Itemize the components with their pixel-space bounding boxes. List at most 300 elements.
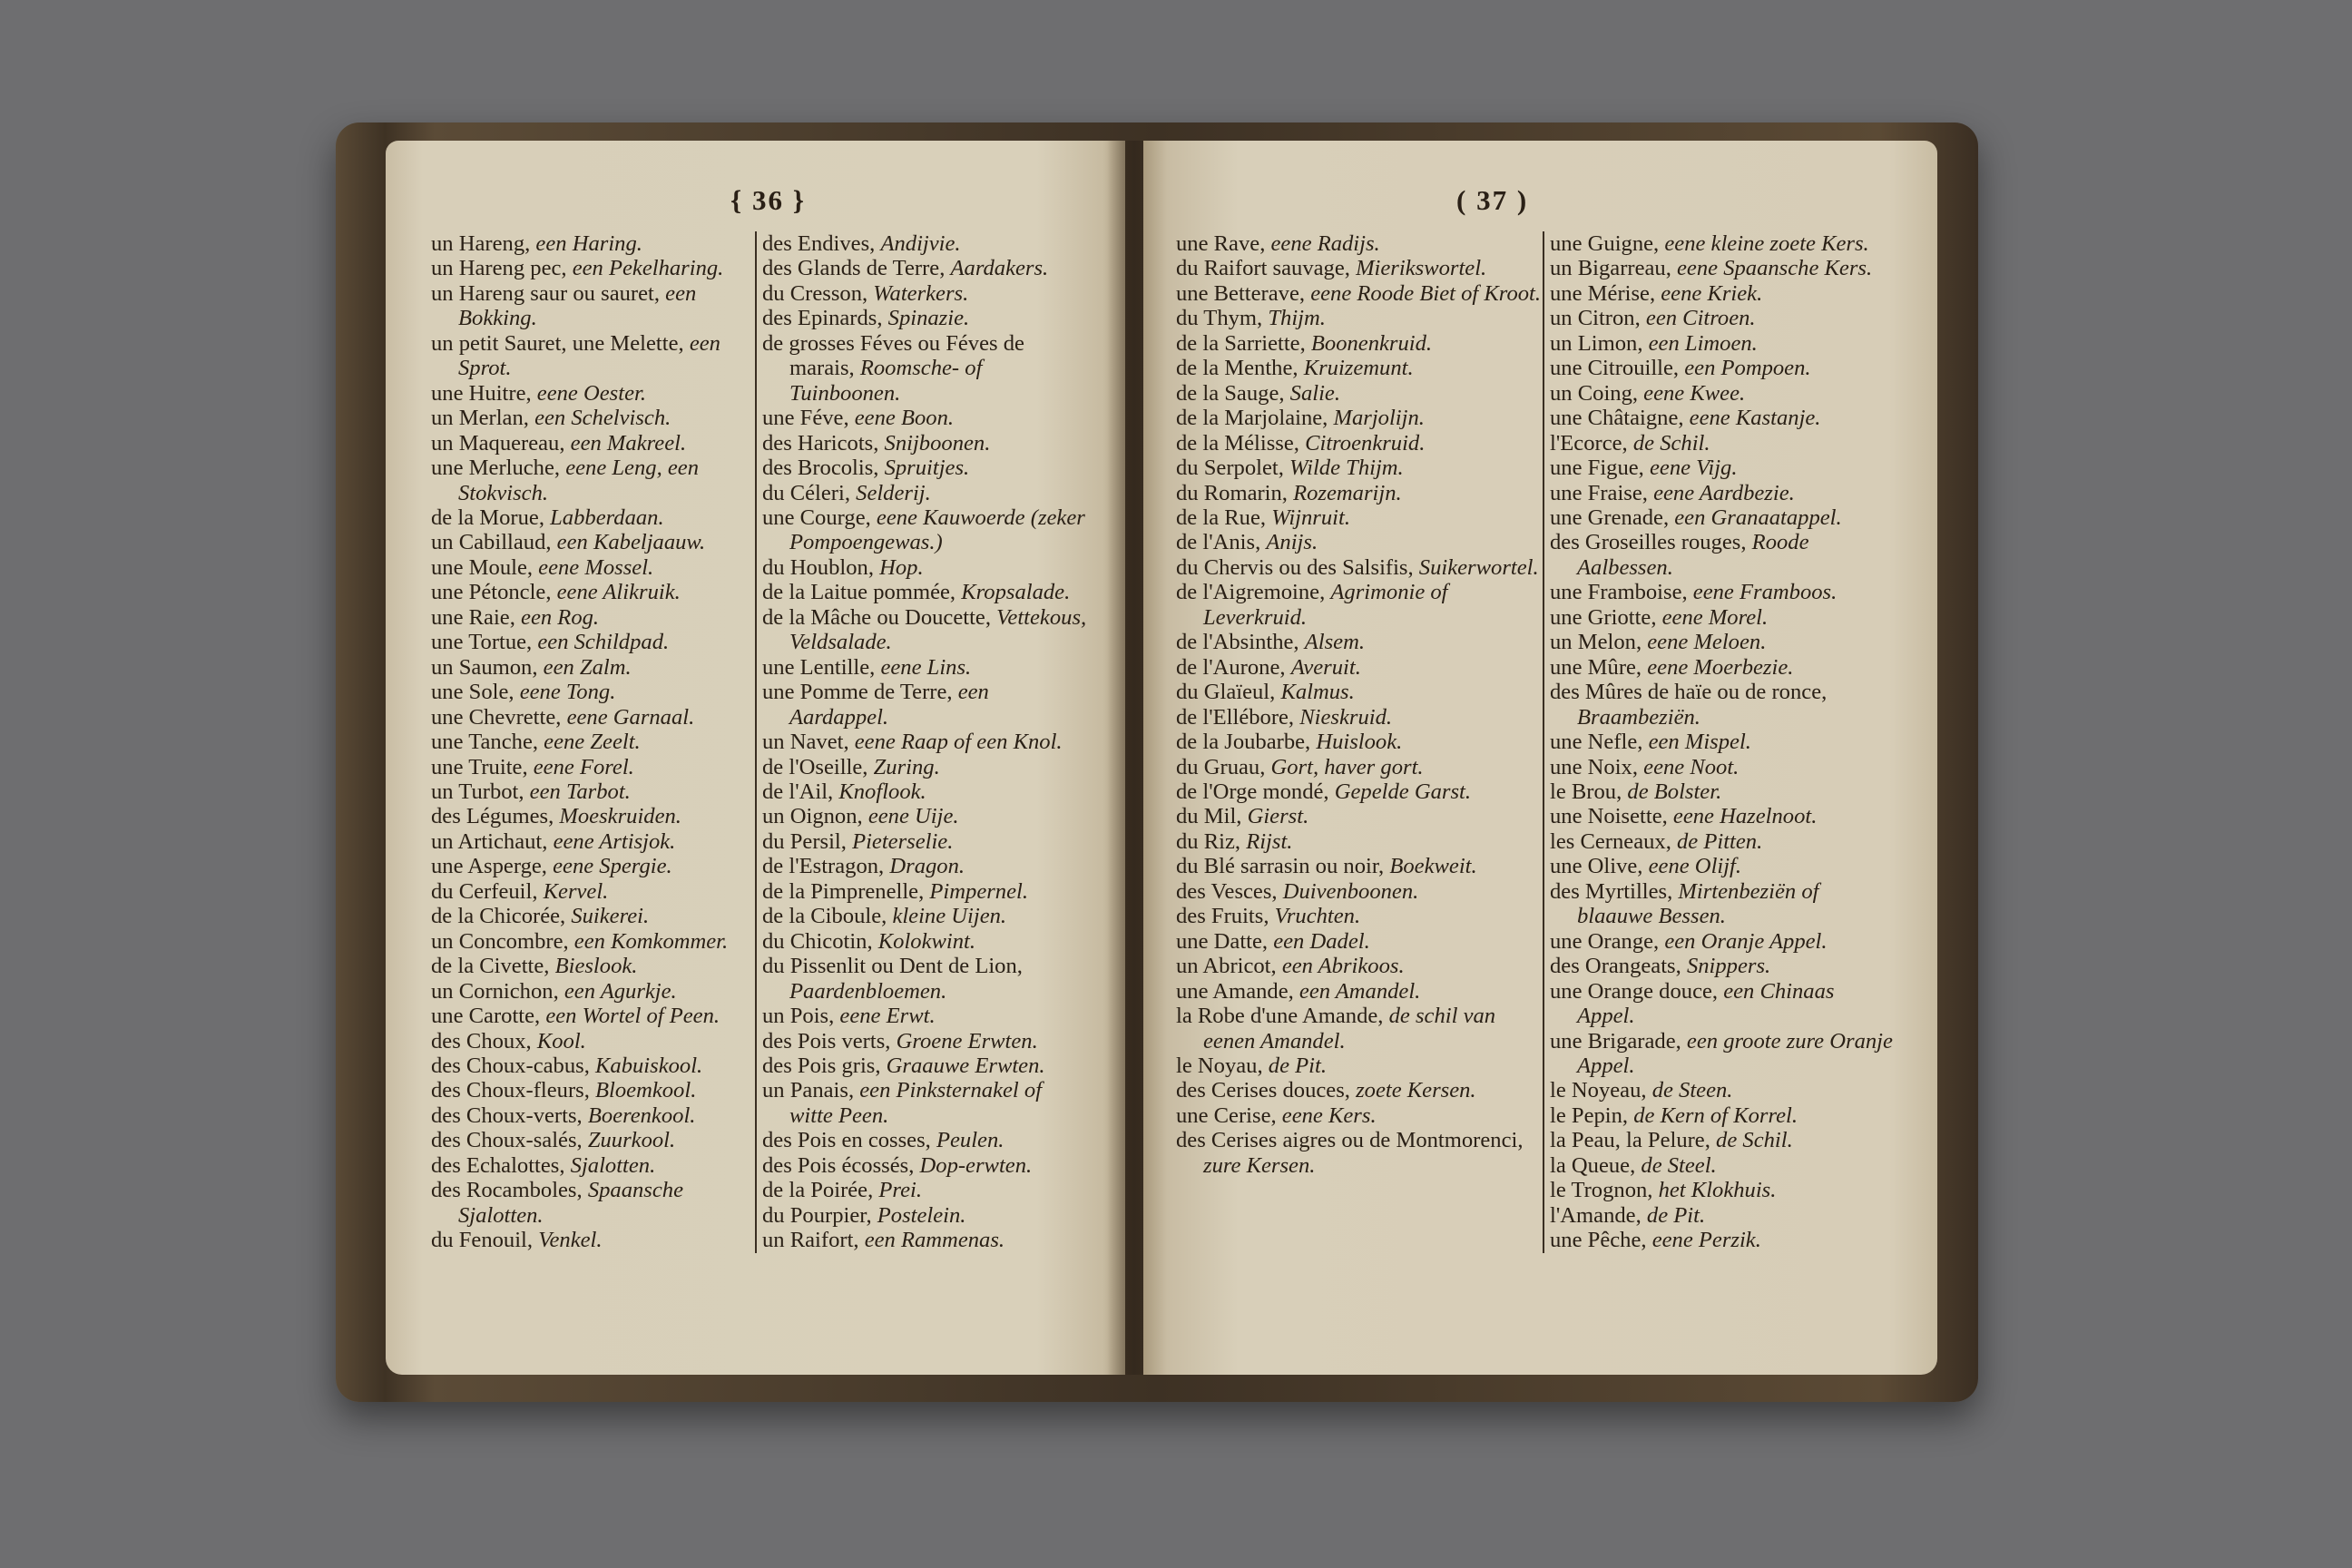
- dutch-translation: Roomsche- of Tuinboonen.: [789, 356, 983, 406]
- dutch-translation: Duivenboonen.: [1282, 878, 1419, 904]
- dutch-translation: Postelein.: [877, 1202, 966, 1228]
- french-term: du Persil,: [762, 828, 853, 854]
- french-term: un petit Sauret, une Melette,: [431, 330, 690, 356]
- french-term: une Huitre,: [431, 380, 537, 406]
- french-term: du Riz,: [1176, 828, 1247, 854]
- dutch-translation: een Wortel of Peen.: [545, 1004, 720, 1029]
- dictionary-entry: [762, 854, 1089, 878]
- french-term: de l'Orge mondé,: [1176, 779, 1335, 804]
- dutch-translation: eene Spaansche Kers.: [1677, 256, 1873, 281]
- dictionary-entry: [1550, 1029, 1895, 1079]
- dictionary-entry: [762, 1004, 1089, 1028]
- dutch-translation: Wilde Thijm.: [1289, 456, 1404, 481]
- dutch-translation: een Kabeljaauw.: [556, 530, 706, 555]
- dutch-translation: Dragon.: [889, 854, 965, 879]
- french-term: une Asperge,: [431, 854, 554, 879]
- dictionary-entry: [431, 231, 753, 256]
- french-term: de l'Ail,: [762, 779, 839, 804]
- dutch-translation: een Sprot.: [458, 330, 720, 381]
- dictionary-entry: [762, 555, 1089, 580]
- french-term: les Cerneaux,: [1550, 828, 1677, 854]
- french-term: de la Ciboule,: [762, 904, 893, 929]
- french-term: du Chervis ou des Salsifis,: [1176, 554, 1419, 580]
- entry-column: [1176, 231, 1548, 1178]
- dictionary-entry: [762, 406, 1089, 430]
- dictionary-entry: [762, 954, 1089, 1004]
- dutch-translation: Zuurkool.: [587, 1128, 676, 1153]
- french-term: une Pétoncle,: [431, 580, 557, 605]
- dutch-translation: eene Kauwoerde (zeker Pompoengewas.): [789, 505, 1085, 555]
- french-term: une Mérise,: [1550, 280, 1661, 306]
- french-term: une Chevrette,: [431, 704, 567, 730]
- french-term: la Peau, la Pelure,: [1550, 1128, 1717, 1153]
- french-term: du Chicotin,: [762, 928, 878, 954]
- dutch-translation: de Kern of Korrel.: [1633, 1102, 1798, 1128]
- dictionary-entry: [762, 281, 1089, 306]
- dictionary-entry: [431, 904, 753, 928]
- dutch-translation: eene Hazelnoot.: [1672, 804, 1818, 829]
- french-term: des Légumes,: [431, 804, 560, 829]
- dictionary-entry: [1176, 505, 1548, 530]
- dictionary-entry: [1550, 381, 1895, 406]
- french-term: de la Civette,: [431, 954, 555, 979]
- dictionary-entry: [1550, 804, 1895, 828]
- french-term: de la Menthe,: [1176, 356, 1304, 381]
- french-term: le Brou,: [1550, 779, 1628, 804]
- dutch-translation: Aardakers.: [950, 256, 1049, 281]
- dictionary-entry: [431, 1178, 753, 1228]
- french-term: une Tortue,: [431, 630, 538, 655]
- french-term: la Robe d'une Amande,: [1176, 1004, 1389, 1029]
- dictionary-entry: [1176, 406, 1548, 430]
- dutch-translation: Venkel.: [538, 1228, 603, 1253]
- dutch-translation: eene Erwt.: [839, 1004, 936, 1029]
- dictionary-entry: [431, 555, 753, 580]
- french-term: l'Ecorce,: [1550, 430, 1633, 456]
- dictionary-entry: [1176, 1078, 1548, 1102]
- french-term: des Rocamboles,: [431, 1178, 588, 1203]
- dutch-translation: Rijst.: [1246, 828, 1293, 854]
- dutch-translation: Roode Aalbessen.: [1577, 530, 1809, 580]
- dictionary-entry: [431, 381, 753, 406]
- dutch-translation: de Pit.: [1268, 1053, 1327, 1078]
- dictionary-entry: [762, 829, 1089, 854]
- dictionary-entry: [1550, 456, 1895, 480]
- french-term: un Abricot,: [1176, 954, 1282, 979]
- french-term: une Framboise,: [1550, 580, 1693, 605]
- dutch-translation: Wijnruit.: [1271, 505, 1350, 530]
- french-term: une Cerise,: [1176, 1102, 1282, 1128]
- dutch-translation: Groene Erwten.: [896, 1028, 1038, 1054]
- dictionary-entry: [1550, 481, 1895, 505]
- dictionary-entry: [431, 730, 753, 754]
- dutch-translation: Dop-erwten.: [919, 1152, 1033, 1178]
- french-term: des Mûres de haïe ou de ronce,: [1550, 680, 1828, 705]
- dutch-translation: Vruchten.: [1274, 904, 1361, 929]
- french-term: du Cerfeuil,: [431, 878, 544, 904]
- dictionary-entry: [1550, 281, 1895, 306]
- dutch-translation: een Dadel.: [1273, 928, 1370, 954]
- french-term: une Rave,: [1176, 231, 1271, 256]
- dictionary-entry: [762, 1029, 1089, 1054]
- dutch-translation: Prei.: [878, 1178, 922, 1203]
- french-term: un Artichaut,: [431, 828, 554, 854]
- dictionary-entry: [762, 1128, 1089, 1152]
- dictionary-entry: [1176, 530, 1548, 554]
- dictionary-entry: [431, 456, 753, 505]
- french-term: des Haricots,: [762, 430, 885, 456]
- dutch-translation: eene Spergie.: [553, 854, 672, 879]
- dictionary-entry: [1550, 1153, 1895, 1178]
- dutch-translation: Suikerwortel.: [1418, 554, 1539, 580]
- dutch-translation: eene Morel.: [1661, 604, 1769, 630]
- dutch-translation: eene Alikruik.: [556, 580, 681, 605]
- dictionary-entry: [762, 306, 1089, 330]
- dictionary-entry: [762, 1228, 1089, 1252]
- dictionary-entry: [762, 804, 1089, 828]
- french-term: des Endives,: [762, 231, 881, 256]
- french-term: une Tanche,: [431, 730, 544, 755]
- french-term: du Serpolet,: [1176, 456, 1289, 481]
- dutch-translation: Citroenkruid.: [1305, 430, 1426, 456]
- dutch-translation: Salie.: [1289, 380, 1340, 406]
- dutch-translation: Sjalotten.: [570, 1152, 656, 1178]
- french-term: un Coing,: [1550, 380, 1644, 406]
- dutch-translation: Marjolijn.: [1333, 406, 1425, 431]
- french-term: une Griotte,: [1550, 604, 1662, 630]
- french-term: une Amande,: [1176, 978, 1299, 1004]
- dutch-translation: eene Meloen.: [1647, 630, 1767, 655]
- french-term: une Orange,: [1550, 928, 1665, 954]
- dutch-translation: eene Uije.: [867, 804, 959, 829]
- dutch-translation: een Rammenas.: [864, 1228, 1005, 1253]
- french-term: un Limon,: [1550, 330, 1649, 356]
- dictionary-entry: [1176, 1054, 1548, 1078]
- french-term: de la Sauge,: [1176, 380, 1290, 406]
- dictionary-entry: [431, 1004, 753, 1028]
- dutch-translation: eene Moerbezie.: [1647, 654, 1794, 680]
- french-term: un Raifort,: [762, 1228, 865, 1253]
- french-term: une Féve,: [762, 406, 855, 431]
- dictionary-entry: [431, 406, 753, 430]
- french-term: une Betterave,: [1176, 280, 1311, 306]
- dutch-translation: Spinazie.: [887, 306, 970, 331]
- dutch-translation: een Pompoen.: [1684, 356, 1811, 381]
- dictionary-entry: [1550, 730, 1895, 754]
- dutch-translation: Peulen.: [936, 1128, 1004, 1153]
- dutch-translation: Averuit.: [1290, 654, 1361, 680]
- dutch-translation: eene Noot.: [1643, 754, 1740, 779]
- french-term: des Orangeats,: [1550, 954, 1687, 979]
- dictionary-entry: [1176, 705, 1548, 730]
- dutch-translation: de Bolster.: [1627, 779, 1722, 804]
- dictionary-entry: [1176, 580, 1548, 630]
- dutch-translation: een Abrikoos.: [1281, 954, 1405, 979]
- dutch-translation: eene Kastanje.: [1689, 406, 1821, 431]
- dictionary-entry: [1550, 854, 1895, 878]
- french-term: de la Rue,: [1176, 505, 1272, 530]
- dutch-translation: Kalmus.: [1280, 680, 1355, 705]
- french-term: une Truite,: [431, 754, 534, 779]
- dictionary-entry: [1550, 1228, 1895, 1252]
- dutch-translation: eene Forel.: [533, 754, 634, 779]
- french-term: de l'Aurone,: [1176, 654, 1291, 680]
- dutch-translation: eene Lins.: [880, 654, 972, 680]
- dictionary-entry: [1550, 1128, 1895, 1152]
- french-term: une Fraise,: [1550, 480, 1654, 505]
- french-term: du Gruau,: [1176, 754, 1271, 779]
- dutch-translation: eene Mossel.: [538, 554, 654, 580]
- dutch-translation: Moeskruiden.: [559, 804, 681, 829]
- french-term: du Thym,: [1176, 306, 1269, 331]
- french-term: des Pois gris,: [762, 1053, 887, 1078]
- french-term: un Saumon,: [431, 654, 544, 680]
- dictionary-entry: [762, 1078, 1089, 1128]
- dictionary-entry: [1176, 879, 1548, 904]
- dictionary-entry: [1550, 505, 1895, 530]
- french-term: un Bigarreau,: [1550, 256, 1677, 281]
- dutch-translation: een Makreel.: [570, 430, 687, 456]
- french-term: le Trognon,: [1550, 1178, 1659, 1203]
- dictionary-entry: [1550, 979, 1895, 1029]
- french-term: de la Morue,: [431, 505, 551, 530]
- dutch-translation: een Bokking.: [458, 280, 697, 331]
- french-term: des Myrtilles,: [1550, 878, 1679, 904]
- french-term: une Châtaigne,: [1550, 406, 1690, 431]
- dictionary-entry: [1550, 1178, 1895, 1202]
- dutch-translation: Pimpernel.: [929, 878, 1029, 904]
- dictionary-entry: [762, 1153, 1089, 1178]
- dutch-translation: eene Radijs.: [1270, 231, 1380, 256]
- french-term: une Pêche,: [1550, 1228, 1652, 1253]
- dutch-translation: eene Kriek.: [1661, 280, 1763, 306]
- french-term: l'Amande,: [1550, 1202, 1647, 1228]
- dictionary-entry: [431, 854, 753, 878]
- dutch-translation: Boekweit.: [1389, 854, 1477, 879]
- dutch-translation: een Zalm.: [543, 654, 632, 680]
- left-page: [386, 141, 1125, 1375]
- dictionary-entry: [1176, 555, 1548, 580]
- dictionary-entry: [1550, 406, 1895, 430]
- dictionary-entry: [1550, 929, 1895, 954]
- french-term: du Céleri,: [762, 480, 857, 505]
- dictionary-entry: [1550, 431, 1895, 456]
- french-term: des Cerises aigres ou de Montmorenci,: [1176, 1128, 1524, 1153]
- dictionary-entry: [1550, 1203, 1895, 1228]
- dictionary-entry: [1176, 755, 1548, 779]
- french-term: une Pomme de Terre,: [762, 680, 958, 705]
- french-term: la Queue,: [1550, 1152, 1642, 1178]
- dictionary-entry: [431, 979, 753, 1004]
- french-term: un Panais,: [762, 1078, 860, 1103]
- french-term: de la Chicorée,: [431, 904, 572, 929]
- dutch-translation: een Rog.: [521, 604, 600, 630]
- french-term: de la Poirée,: [762, 1178, 879, 1203]
- french-term: un Hareng saur ou sauret,: [431, 280, 666, 306]
- dutch-translation: Boonenkruid.: [1310, 330, 1433, 356]
- dutch-translation: eene Olijf.: [1648, 854, 1742, 879]
- dutch-translation: de Steel.: [1641, 1152, 1717, 1178]
- dictionary-entry: [762, 929, 1089, 954]
- french-term: une Mûre,: [1550, 654, 1648, 680]
- dutch-translation: Rozemarijn.: [1293, 480, 1402, 505]
- french-term: des Pois écossés,: [762, 1152, 920, 1178]
- dutch-translation: Hop.: [879, 554, 924, 580]
- french-term: un Concombre,: [431, 928, 574, 954]
- dutch-translation: Gierst.: [1247, 804, 1309, 829]
- french-term: des Pois en cosses,: [762, 1128, 936, 1153]
- french-term: du Houblon,: [762, 554, 880, 580]
- dictionary-entry: [431, 431, 753, 456]
- french-term: une Nefle,: [1550, 730, 1649, 755]
- dictionary-entry: [1176, 630, 1548, 654]
- french-term: un Hareng,: [431, 231, 536, 256]
- dictionary-entry: [762, 580, 1089, 604]
- french-term: une Grenade,: [1550, 505, 1675, 530]
- french-term: des Choux,: [431, 1028, 537, 1054]
- dictionary-entry: [1176, 829, 1548, 854]
- dutch-translation: de Schil.: [1716, 1128, 1793, 1153]
- french-term: de la Joubarbe,: [1176, 730, 1317, 755]
- dictionary-entry: [1550, 231, 1895, 256]
- french-term: des Choux-verts,: [431, 1102, 588, 1128]
- dictionary-entry: [1550, 755, 1895, 779]
- dutch-translation: de Pitten.: [1677, 828, 1763, 854]
- dutch-translation: Kool.: [536, 1028, 586, 1054]
- dutch-translation: Labberdaan.: [550, 505, 664, 530]
- dutch-translation: een groote zure Oranje Appel.: [1577, 1028, 1893, 1078]
- dictionary-entry: [431, 530, 753, 554]
- french-term: une Brigarade,: [1550, 1028, 1687, 1054]
- french-term: de l'Anis,: [1176, 530, 1267, 555]
- french-term: des Brocolis,: [762, 456, 885, 481]
- dictionary-entry: [1176, 331, 1548, 356]
- dutch-translation: een Pekelharing.: [572, 256, 724, 281]
- french-term: une Datte,: [1176, 928, 1274, 954]
- dictionary-entry: [1550, 306, 1895, 330]
- dutch-translation: Boerenkool.: [587, 1102, 696, 1128]
- french-term: un Hareng pec,: [431, 256, 573, 281]
- french-term: un Merlan,: [431, 406, 535, 431]
- dictionary-entry: [762, 331, 1089, 406]
- dutch-translation: eene Tong.: [519, 680, 616, 705]
- french-term: un Maquereau,: [431, 430, 571, 456]
- dutch-translation: een Chinaas Appel.: [1577, 978, 1835, 1029]
- dictionary-entry: [431, 1029, 753, 1054]
- french-term: des Choux-fleurs,: [431, 1078, 596, 1103]
- dutch-translation: zure Kersen.: [1203, 1152, 1316, 1178]
- french-term: du Glaïeul,: [1176, 680, 1281, 705]
- dutch-translation: eene Leng, een Stokvisch.: [458, 456, 699, 505]
- dictionary-entry: [762, 231, 1089, 256]
- french-term: de l'Aigremoine,: [1176, 580, 1331, 605]
- dutch-translation: een Schelvisch.: [534, 406, 671, 431]
- dutch-translation: Braambeziën.: [1577, 704, 1700, 730]
- dictionary-entry: [1176, 954, 1548, 978]
- dutch-translation: een Tarbot.: [529, 779, 631, 804]
- dictionary-entry: [1176, 456, 1548, 480]
- entry-column: [755, 231, 1089, 1253]
- french-term: des Epinards,: [762, 306, 888, 331]
- dictionary-entry: [431, 779, 753, 804]
- dictionary-entry: [1550, 605, 1895, 630]
- dutch-translation: Kervel.: [543, 878, 609, 904]
- dictionary-entry: [762, 1054, 1089, 1078]
- open-book: [336, 122, 1978, 1402]
- french-term: le Noyeau,: [1550, 1078, 1652, 1103]
- french-term: une Noisette,: [1550, 804, 1673, 829]
- french-term: un Melon,: [1550, 630, 1648, 655]
- dutch-translation: eene kleine zoete Kers.: [1664, 231, 1869, 256]
- french-term: une Merluche,: [431, 456, 566, 481]
- dutch-translation: Zuring.: [873, 754, 940, 779]
- dictionary-entry: [431, 929, 753, 954]
- french-term: une Figue,: [1550, 456, 1650, 481]
- right-page: [1143, 141, 1937, 1375]
- french-term: des Choux-salés,: [431, 1128, 588, 1153]
- dictionary-entry: [1550, 779, 1895, 804]
- dutch-translation: Mierikswortel.: [1356, 256, 1487, 281]
- dutch-translation: de Pit.: [1646, 1202, 1706, 1228]
- dutch-translation: eene Kers.: [1281, 1102, 1377, 1128]
- french-term: un Oignon,: [762, 804, 868, 829]
- french-term: des Groseilles rouges,: [1550, 530, 1752, 555]
- dictionary-entry: [762, 879, 1089, 904]
- dutch-translation: het Klokhuis.: [1658, 1178, 1777, 1203]
- french-term: des Vesces,: [1176, 878, 1283, 904]
- dictionary-entry: [1176, 929, 1548, 954]
- dictionary-entry: [1550, 954, 1895, 978]
- dictionary-entry: [431, 580, 753, 604]
- dictionary-entry: [431, 655, 753, 680]
- dictionary-entry: [431, 1153, 753, 1178]
- dutch-translation: Agrimonie of Leverkruid.: [1203, 580, 1448, 630]
- dictionary-entry: [1550, 829, 1895, 854]
- dutch-translation: eene Oester.: [536, 380, 646, 406]
- dutch-translation: Thijm.: [1268, 306, 1326, 331]
- dictionary-entry: [1176, 1004, 1548, 1054]
- french-term: du Pourpier,: [762, 1202, 877, 1228]
- page-number: ( 37 ): [1456, 184, 1529, 216]
- french-term: des Choux-cabus,: [431, 1053, 596, 1078]
- dictionary-entry: [1176, 481, 1548, 505]
- dutch-translation: Kropsalade.: [961, 580, 1071, 605]
- dictionary-entry: [431, 1228, 753, 1252]
- dutch-translation: Nieskruid.: [1299, 704, 1393, 730]
- dictionary-entry: [1550, 580, 1895, 604]
- french-term: de grosses Féves ou Féves de marais,: [762, 330, 1024, 381]
- dictionary-entry: [1176, 231, 1548, 256]
- dutch-translation: een Haring.: [535, 231, 642, 256]
- dutch-translation: Snippers.: [1686, 954, 1771, 979]
- french-term: un Cabillaud,: [431, 530, 557, 555]
- dictionary-entry: [1550, 256, 1895, 280]
- french-term: des Glands de Terre,: [762, 256, 951, 281]
- dictionary-entry: [762, 256, 1089, 280]
- dutch-translation: Kolokwint.: [877, 928, 976, 954]
- dictionary-entry: [431, 954, 753, 978]
- french-term: un Citron,: [1550, 306, 1646, 331]
- dictionary-entry: [1176, 281, 1548, 306]
- dictionary-entry: [1550, 331, 1895, 356]
- dutch-translation: eene Roode Biet of Kroot.: [1310, 280, 1542, 306]
- dutch-translation: de schil van eenen Amandel.: [1203, 1004, 1496, 1054]
- french-term: un Navet,: [762, 730, 855, 755]
- french-term: de l'Estragon,: [762, 854, 890, 879]
- dutch-translation: eene Boon.: [854, 406, 955, 431]
- french-term: un Turbot,: [431, 779, 530, 804]
- dictionary-entry: [1176, 904, 1548, 928]
